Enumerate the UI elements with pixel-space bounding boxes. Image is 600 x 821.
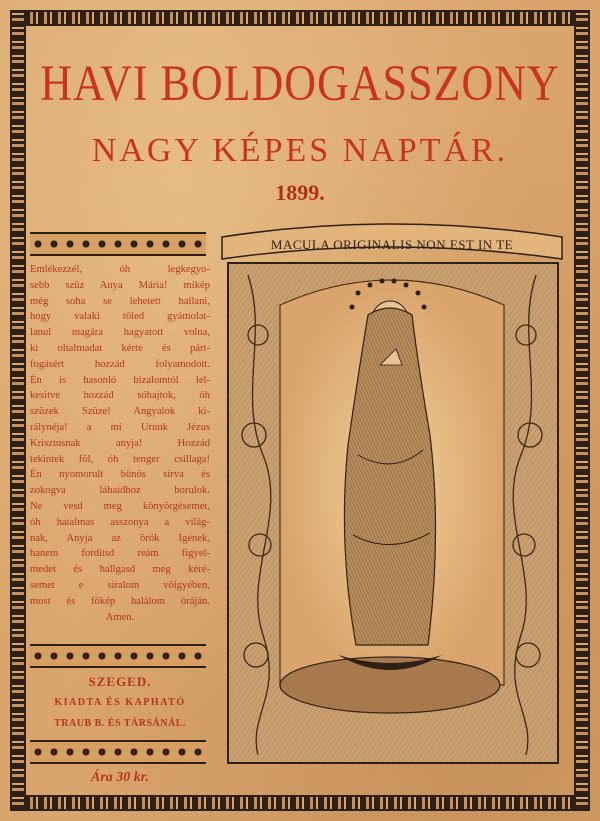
border-top (10, 10, 586, 26)
prayer-line: Ne vesd meg könyörgésemet, (30, 500, 210, 512)
prayer-text (30, 262, 210, 625)
prayer-line: Én is hasonló bizalomtól lel- (30, 374, 210, 386)
border-right (574, 10, 590, 811)
ornament-bar-bottom (30, 740, 206, 764)
prayer-line: medet és hallgasd meg kéré- (30, 564, 210, 576)
border-bottom (10, 795, 586, 811)
prayer-line: rálynéja! a mi Urunk Jézus (30, 421, 210, 433)
ornament-bar-top (30, 232, 206, 256)
publisher-line-2: TRAUB B. ÉS TÁRSÁNÁL. (54, 718, 186, 729)
prayer-line: Én nyomorult bünös sirva és (30, 469, 210, 481)
price: Ára 30 kr. (91, 770, 149, 785)
prayer-line: nak, Anyja az örök Igének, (30, 532, 210, 544)
main-title: HAVI BOLDOGASSZONY (40, 55, 560, 112)
prayer-line: óh hatalmas asszonya a világ- (30, 516, 210, 528)
prayer-line: semet e siralom völgyében, (30, 579, 210, 591)
prayer-line: lanul magára hagyatott volna, (30, 327, 210, 339)
madonna-engraving (218, 215, 566, 775)
prayer-line: ki oltalmadat kérte és párt- (30, 342, 210, 354)
banner-inscription: MACULA ORIGINALIS NON EST IN TE (270, 237, 514, 252)
prayer-line: Amen. (105, 611, 135, 623)
sunburst-icon (391, 215, 393, 216)
border-left (10, 10, 26, 811)
prayer-line: szüzek Szüze! Angyalok ki- (30, 406, 210, 418)
prayer-line: még soha se lehetett hallani, (30, 295, 210, 307)
publisher-city: SZEGED. (88, 674, 152, 689)
prayer-line: hogy valaki tőled gyámolat- (30, 311, 210, 323)
prayer-line: zokogva lábaidhoz borulok. (30, 485, 210, 497)
prayer-line: kesitve hozzád sóhajtok, óh (30, 390, 210, 402)
prayer-line: most és főkép halálom óráján. (30, 595, 210, 607)
prayer-line: fogásért hozzád folyamodott. (30, 358, 210, 370)
ornament-bar-middle (30, 644, 206, 668)
prayer-line: hanem forditsd reám figyel- (30, 548, 210, 560)
publisher-line-1: KIADTA ÉS KAPHATÓ (54, 697, 186, 708)
prayer-line: tekintek föl, óh tenger csillaga! (30, 453, 210, 465)
year: 1899. (275, 180, 325, 205)
prayer-line: Emlékezzél, óh legkegyo- (30, 264, 210, 275)
prayer-line: Krisztusnak anyja! Hozzád (30, 437, 210, 449)
subtitle: NAGY KÉPES NAPTÁR. (91, 132, 509, 169)
prayer-line: sebb szüz Anya Mária! mikép (30, 279, 210, 291)
